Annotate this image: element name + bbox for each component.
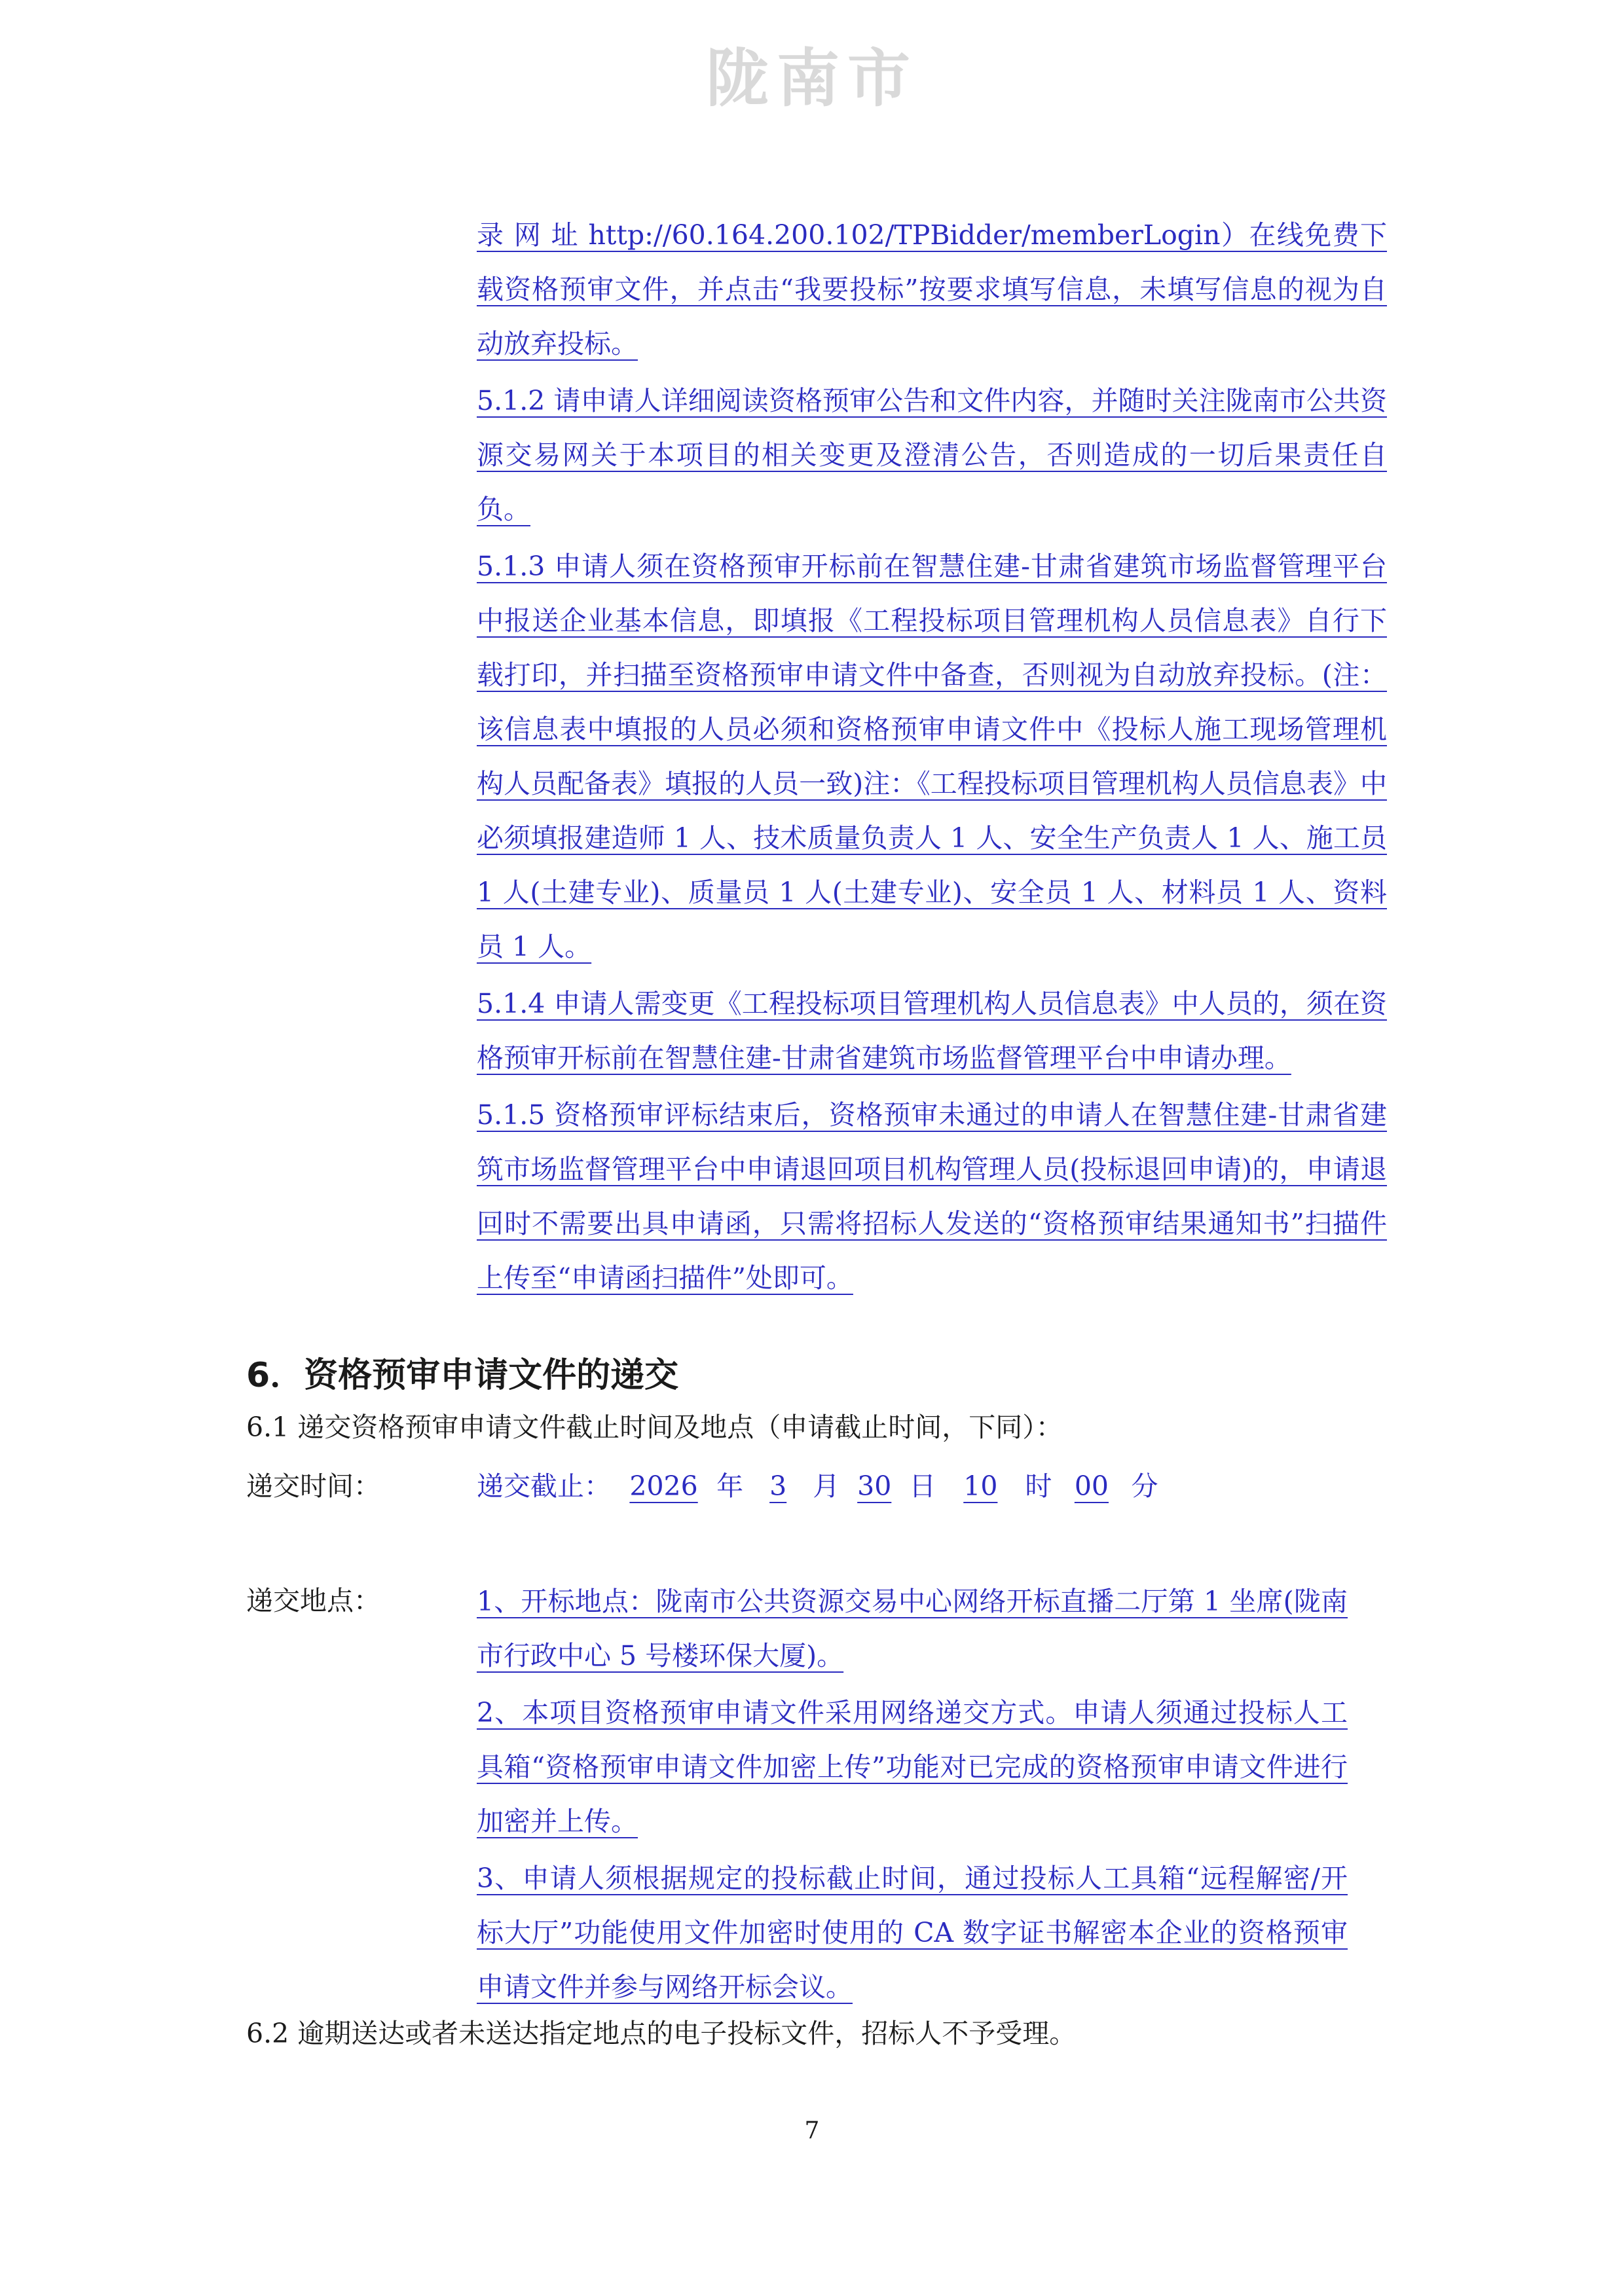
paragraph-5-1-3: 5.1.3 申请人须在资格预审开标前在智慧住建-甘肃省建筑市场监督管理平台中报送企业基本信息，即填报《工程投标项目管理机构人员信息表》自行下载打印，并扫描至资格预审申请文件中备查，否则视为自动放弃投标。(注：该信息表中填报的人员必须和资格预审申请文件中《投标人施工现场管理机构人员配备表》填报的人员一致)注：《工程投标项目管理机构人员信息表》中必须填报建造师 1 人、技术质量负责人 1 人、安全生产负责人 1 人、施工员 1 人(土建专业)、质量员 1 人(土建专业)、安全员 1 人、材料员 1 人、资料员 1 人。 [477,551,1387,962]
deadline-year: 2026 [629,1470,698,1502]
section6-heading: 6．资格预审申请文件的递交 [246,1356,679,1395]
deadline-month: 3 [769,1470,787,1502]
submission-place-label: 递交地点： [246,1585,380,1616]
paragraph-download-url: 录 网 址 http://60.164.200.102/TPBidder/memberLogin）在线免费下载资格预审文件，并点击“我要投标”按要求填写信息，未填写信息的视为自动放弃投标。 [477,219,1387,359]
submission-time-label: 递交时间： [246,1470,380,1502]
place-item-3: 3、申请人须根据规定的投标截止时间，通过投标人工具箱“远程解密/开标大厅”功能使用文件加密时使用的 CA 数字证书解密本企业的资格预审申请文件并参与网络开标会议。 [477,1863,1348,2003]
section5-block [477,208,1387,1308]
item-6-1: 6.1 递交资格预审申请文件截止时间及地点（申请截止时间，下同）： [246,1412,1063,1443]
item-6-2: 6.2 逾期送达或者未送达指定地点的电子投标文件，招标人不予受理。 [246,2018,1077,2049]
deadline-prefix: 递交截止： [477,1470,611,1502]
place-item-1: 1、开标地点：陇南市公共资源交易中心网络开标直播二厅第 1 坐席(陇南市行政中心 5 号楼环保大厦)。 [477,1586,1348,1671]
place-item-2: 2、本项目资格预审申请文件采用网络递交方式。申请人须通过投标人工具箱“资格预审申请文件加密上传”功能对已完成的资格预审申请文件进行加密并上传。 [477,1697,1348,1837]
deadline-minute: 00 [1074,1470,1109,1502]
submission-deadline [477,1467,1158,1506]
paragraph-5-1-4: 5.1.4 申请人需变更《工程投标项目管理机构人员信息表》中人员的，须在资格预审开标前在智慧住建-甘肃省建筑市场监督管理平台中申请办理。 [477,988,1387,1074]
deadline-year-unit: 年 [716,1470,744,1502]
deadline-hour-unit: 时 [1025,1470,1052,1502]
paragraph-5-1-5: 5.1.5 资格预审评标结束后，资格预审未通过的申请人在智慧住建-甘肃省建筑市场监督管理平台中申请退回项目机构管理人员(投标退回申请)的，申请退回时不需要出具申请函，只需将招标人发送的“资格预审结果通知书”扫描件上传至“申请函扫描件”处即可。 [477,1099,1387,1294]
watermark: 陇南市 [706,42,918,115]
paragraph-5-1-2: 5.1.2 请申请人详细阅读资格预审公告和文件内容，并随时关注陇南市公共资源交易网关于本项目的相关变更及澄清公告，否则造成的一切后果责任自负。 [477,385,1387,525]
submission-place-block [477,1575,1348,2017]
deadline-day: 30 [857,1470,892,1502]
deadline-minute-unit: 分 [1131,1470,1158,1502]
deadline-month-unit: 月 [813,1470,840,1502]
deadline-hour: 10 [963,1470,998,1502]
deadline-day-unit: 日 [909,1470,936,1502]
page-number: 7 [804,2117,820,2144]
